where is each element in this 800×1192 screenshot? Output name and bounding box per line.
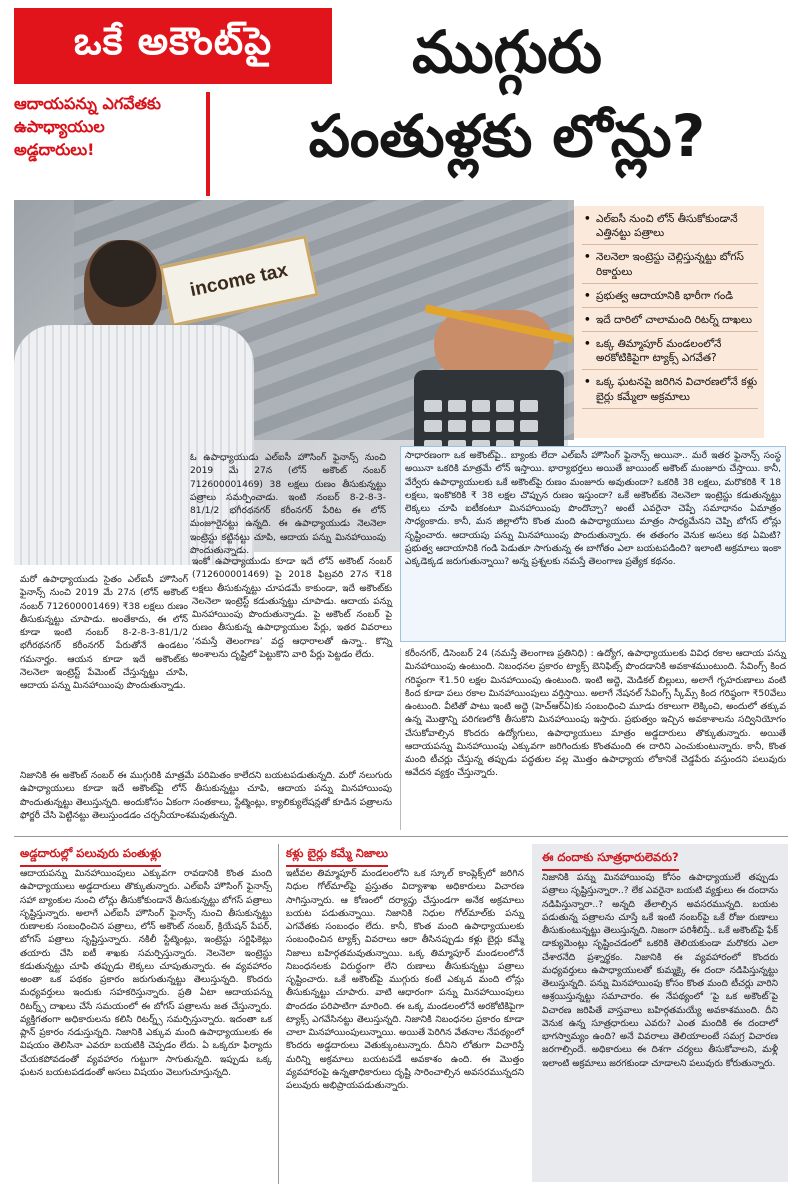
highlight-item: • ఇదే దారిలో చాలామంది రిటర్న్ దాఖలు: [582, 313, 758, 332]
column-heading: అడ్డదారుల్లో పలువురు పంతుళ్లు: [20, 846, 161, 867]
section-divider: [14, 836, 788, 837]
kicker-banner: ఒకే అకౌంట్‌పై: [14, 8, 332, 84]
headline-line: ముగ్గురు: [412, 18, 602, 86]
highlight-item: • ప్రభుత్వ ఆదాయానికి భారీగా గండి: [582, 289, 758, 308]
column-text: ఇటీవల తిమ్మాపూర్ మండలంలోని ఒక స్కూల్ కాంప్లెక్స్‌లో జరిగిన నిధుల గోల్‌మాల్‌పై ప్రస్తుతం విద్యాశాఖ అధికారులు విచారణ సాగిస్తున్నారు. ఆ కోణంలో దర్యాప్తు చేస్తుండగా అనేక అక్రమాలు బయట పడుతున్నాయి. నిజానికి నిధుల గోల్‌మాల్‌కు పన్ను ఎగవేతకు సంబంధం లేదు. కానీ, కొంత మంది ఉపాధ్యాయులకు సంబంధించిన ట్యాక్స్ వివరాలు ఆరా తీసినప్పుడు కళ్లు బైర్లు కమ్మే నిజాలు బహిర్గతమవుతున్నాయి. ఒక్క తిమ్మాపూర్ మండలంలోనే నిబంధనలకు విరుద్ధంగా లేని రుణాలు తీసుకున్నట్టు పత్రాలు సృష్టించారు. ఒకే అకౌంట్‌పై ముగ్గురు కంటే ఎక్కువ మంది లోన్లు తీసుకున్నట్టు చూపారు. వాటి ఆధారంగా పన్ను మినహాయింపులు పొందడం పరిపాటిగా మారింది. ఈ ఒక్క మండలంలోనే అరకోటికిపైగా ట్యాక్స్ ఎగవేసినట్టు తెలుస్తున్నది. నిజానికి నిబంధనల ప్రకారం కూడా చాలా మినహాయింపులున్నాయి. అయితే పెరిగిన వేతనాల నేపథ్యంలో కొందరు అడ్డదారులు వెతుక్కుంటున్నారు. దీనిని లోతుగా విచారిస్తే మరిన్ని అక్రమాలు బయటపడే అవకాశం ఉంది. ఈ మొత్తం వ్యవహారంపై ఉన్నతాధికారులు దృష్టి సారించాల్సిన అవసరమున్నదని పలువురు అభిప్రాయపడుతున్నారు.: [286, 869, 524, 1092]
highlight-item: • ఒక్క తిమ్మాపూర్ మండలంలోనే అరకోటికిపైగా ట్యాక్స్ ఎగవేత?: [582, 337, 758, 370]
income-tax-tag-text: income tax: [188, 259, 290, 302]
highlight-item: • నెలనెలా ఇంట్రెస్టు చెల్లిస్తున్నట్టు బోగస్ రికార్డులు: [582, 250, 758, 283]
caption-teacher-one: ఓ ఉపాధ్యాయుడు ఎల్ఐసీ హౌసింగ్ ఫైనాన్స్ నుంచి 2019 మే 27న (లోన్ అకౌంట్ నంబర్ 712600001469) 38 లక్షలు రుణం తీసుకున్నట్టు పత్రాలు సమర్పించాడు. ఇంటి నంబర్ 8-2-8-3-81/1/2 భగీరథనగర్ కరీంనగర్ పేరిట ఈ లోన్ మంజూరైనట్టు ఉన్నది. ఈ ఉపాధ్యాయుడు నెలనెలా ఇంట్రెస్టు కట్టినట్టు చూపి, ఆదాయ పన్ను మినహాయింపు పొందుతున్నాడు.: [190, 453, 386, 556]
highlight-item: • ఒక్క ఘటనపై జరిగిన విచారణలోనే కళ్లు బైర్లు కమ్మేలా అక్రమాలు: [582, 375, 758, 408]
subhead-line: ఉపాధ్యాయుల: [14, 117, 105, 137]
highlight-paragraph: సాధారణంగా ఒక అకౌంట్‌పై.. బ్యాంకు లేదా ఎల్ఐసీ హౌసింగ్ ఫైనాన్స్ అయినా.. మరే ఇతర ఫైనాన్స్ సంస్థ అయినా ఒకరికి మాత్రమే లోన్ ఇస్తాయి. భార్యాభర్తలు అయితే జాయింట్ అకౌంట్ మంజూరు చేస్తాయి. కానీ, వేర్వేరు ఉపాధ్యాయులకు ఒకే అకౌంట్‌పై రుణం మంజూరు అవుతుందా? ఒకరికి 38 లక్షలు, మరొకరికి ₹ 18 లక్షలు, ఇంకొకరికి ₹ 38 లక్షల చొప్పున రుణం ఇస్తుందా? ఒకే అకౌంట్‌కు నెలనెలా ఇంట్రెస్టు కడుతున్నట్టు లెక్కలు చూపి ఐటీకంటూ మినహాయింపు పొందొచ్చా? అంటే ఎవరైనా చెప్పే సమాధానం ఏమాత్రం సాధ్యంకాదు. కానీ, మన జిల్లాలోని కొంత మంది ఉపాధ్యాయులు మాత్రం సాధ్యమేనని చెప్పి బోగస్ లోన్లు సృష్టించారు. ఆదాయపు పన్ను మినహాయింపు పొందుతున్నారు. ఈ తతంగం వెనుక అసలు కథ ఏమిటి? ప్రభుత్వ ఆదాయానికి గండి పెడుతూ సాగుతున్న ఈ బాగోతం ఎలా బయటపడింది? ఇలాంటి అక్రమాలు ఇంకా ఎక్కడెక్కడ జరుగుతున్నాయి? అన్న ప్రశ్నలకు నమస్తే తెలంగాణ ప్రత్యేక కథనం.: [400, 446, 786, 642]
column-heading: ఈ దందాకు సూత్రధారులెవరు?: [542, 850, 679, 871]
sidebar-story: [532, 844, 788, 1182]
column-heading: కళ్లు బైర్లు కమ్మే నిజాలు: [286, 846, 388, 867]
subhead-line: అడ్డదారులు!: [14, 140, 95, 160]
caption-teacher-two: మరో ఉపాధ్యాయుడు సైతం ఎల్ఐసీ హౌసింగ్ ఫైనాన్స్ నుంచి 2019 మే 27న (లోన్ అకౌంట్ నంబర్ 712600001469) ₹38 లక్షలు రుణం తీసుకున్నట్టు చూపాడు. అంతేకాదు, ఈ లోన్ కూడా ఇంటి నంబర్ 8-2-8-3-81/1/2 భగీరథనగర్ కరీంనగర్ పేరుతోనే ఉండటం గమనార్హం. ఆయన కూడా ఇదే అకౌంట్‌కు నెలనెలా ఇంట్రెస్ట్ పేమెంట్ చేస్తున్నట్టు చూపి, ఆదాయ పన్ను మినహాయింపు పొందుతున్నాడు.: [20, 575, 188, 692]
column-text: నిజానికి పన్ను మినహాయింపు కోసం ఉపాధ్యాయులే తప్పుడు పత్రాలు సృష్టిస్తున్నారా..? లేక ఎవరైనా బయటి వ్యక్తులు ఈ దందాను నడిపిస్తున్నారా..? అన్నది తేలాల్సిన అవసరమున్నది. బయట పడుతున్న పత్రాలను చూస్తే ఒకే ఇంటి నంబర్‌పై ఒకే రోజు రుణాలు తీసుకుంటున్నట్టు తెలుస్తున్నది. నిజంగా పరిశీలిస్తే.. ఒకే అకౌంట్‌పై ఫేక్ డాక్యుమెంట్లు సృష్టించడంలో ఒకరికి తెలియకుండా మరొకరు ఎలా చేశారనేది ప్రశ్నార్థకం. నిజానికి ఈ వ్యవహారంలో కొందరు మధ్యవర్తులు ఉపాధ్యాయులతో కుమ్మక్కై ఈ దందా నడిపిస్తున్నట్టు తెలుస్తున్నది. పన్ను మినహాయింపు కోసం కొంత మంది టీచర్లు వారిని ఆశ్రయిస్తున్నట్టు సమాచారం. ఈ నేపథ్యంలో ‘పై ఒక అకౌంట్’పై విచారణ జరిపితే వాస్తవాలు బహిర్గతమయ్యే అవకాశముంది. దీని వెనుక ఉన్న సూత్రధారులు ఎవరు? ఎంత మందికి ఈ దందాలో భాగస్వామ్యం ఉంది? అనే వివరాలు తెలియాలంటే సమగ్ర విచారణ జరగాల్సిందే. అధికారులు ఈ దిశగా చర్యలు తీసుకోవాలని, మళ్లీ ఇలాంటి అక్రమాలు జరగకుండా చూడాలని పలువురు కోరుతున్నారు.: [542, 873, 779, 1069]
highlights-box: [574, 206, 764, 438]
column-text: ఆదాయపన్ను మినహాయింపులు ఎక్కువగా రావడానికి కొంత మంది ఉపాధ్యాయులు అడ్డదారులు తొక్కుతున్నారు. ఎల్ఐసీ హౌసింగ్ ఫైనాన్స్ సహా బ్యాంకుల నుంచి లోన్లు తీసుకోకుండానే తీసుకున్నట్టు బోగస్ పత్రాలు సృష్టిస్తున్నారు. అలాగే ఎల్ఐసీ హౌసింగ్ ఫైనాన్స్ నుంచి తీసుకున్నట్టు రుణాలకు సంబంధించిన పత్రాలు, లోన్ అకౌంట్ నంబర్, క్రియేషన్ పేపర్, బోగస్ పత్రాలు సృష్టిస్తున్నారు. నకిలీ స్టేట్మెంట్లు, ఇంట్రెస్టు సర్టిఫికెట్లు తయారు చేసి ఐటీ శాఖకు సమర్పిస్తున్నారు. నెలనెలా ఇంట్రెస్టు కడుతున్నట్టు చూపి తప్పుడు లెక్కలు చూపుతున్నారు. ఈ వ్యవహారం అంతా ఒక పథకం ప్రకారం జరుగుతున్నట్టు తెలుస్తున్నది. కొందరు మధ్యవర్తులు ఇందుకు సహకరిస్తున్నారు. ప్రతి ఏటా ఆదాయపన్ను రిటర్న్స్ దాఖలు చేసే సమయంలో ఈ బోగస్ పత్రాలను జత చేస్తున్నారు. వ్యక్తిగతంగా అధికారులను కలిసి రిటర్న్స్ సమర్పిస్తున్నారు. ఇదంతా ఒక ప్లాన్ ప్రకారం నడుస్తున్నది. నిజానికి ఎక్కువ మంది ఉపాధ్యాయులకు ఈ విషయం తెలిసినా ఎవరూ బయటికి చెప్పడం లేదు. ఏ ఒక్కరూ ఫిర్యాదు చేయకపోవడంతో వ్యవహారం గుట్టుగా సాగుతున్నది. ఇప్పుడు ఒక్క ఘటన బయటపడడంతో అసలు విషయం వెలుగుచూస్తున్నది.: [20, 869, 272, 1078]
subhead-line: ఆదాయపన్ను ఎగవేతకు: [14, 94, 161, 113]
dateline-paragraph: కరీంనగర్, డిసెంబర్ 24 (నమస్తే తెలంగాణ ప్రతినిధి) : ఉద్యోగ, ఉపాధ్యాయులకు వివిధ రకాల ఆదాయ పన్ను మినహాయింపు ఉంటుంది. నిబంధనల ప్రకారం ట్యాక్స్ బెనిఫిట్స్ పొందడానికి అవకాశముంటుంది. సేవింగ్స్ కింద గరిష్ఠంగా ₹1.50 లక్షల మినహాయింపు ఉంటుంది. ఇంటి అద్దె, మెడికల్ బిల్లులు, అలాగే గృహరుణాలు వంటి కింద కూడా పలు రకాల మినహాయింపులు వర్తిస్తాయి. అలాగే నేషనల్ సేవింగ్స్ స్కీమ్స్ కింద గరిష్ఠంగా ₹50వేలు ఉంటుంది. వీటితో పాటు ఇంటి అద్దె (హెచ్ఆర్ఏ)కు సంబంధించి మూడు రకాలుగా లెక్కించి, అందులో తక్కువ ఉన్న మొత్తాన్ని పరిగణలోకి తీసుకొని మినహాయింపు ఇస్తారు. ప్రభుత్వం ఇచ్చిన అవకాశాలను సద్వినియోగం చేసుకోవాల్సిన కొందరు ఉద్యోగులు, ఉపాధ్యాయులు మాత్రం అడ్డదారులు తొక్కుతున్నారు. అయితే ఆదాయపన్ను మినహాయింపు ఎక్కువగా జరిగిందుకు కొంతమంది ఈ దారిని ఎంచుకుంటున్నారు. కానీ, కొంత మంది టీచర్లు చేస్తున్న తప్పుడు పద్ధతుల వల్ల మొత్తం ఉపాధ్యాయ లోకానికే చెడ్డపేరు వస్తుందని పలువురు ఆవేదన వ్యక్తం చేస్తున్నారు.: [400, 648, 786, 830]
column-divider: [278, 844, 279, 1184]
summary-paragraph: నిజానికి ఈ అకౌంట్ నంబర్ ఈ ముగ్గురికి మాత్రమే పరిమితం కాలేదని బయటపడుతున్నది. మరో నలుగురు ఉపాధ్యాయులు కూడా ఇదే అకౌంట్‌పై లోన్ తీసుకున్నట్టు చూపి, ఆదాయ పన్ను మినహాయింపు పొందుతున్నట్టు తెలుస్తున్నది. అందుకోసం ఏకంగా సంతకాలు, స్టేట్మెంట్లు, క్యాలిక్యులేషన్లతో కూడిన పత్రాలను ఫోర్జరీ చేసి పెట్టినట్టు తెలుస్తుండడం చర్చనీయాంశమవుతున్నది.: [20, 771, 392, 821]
headline-line: పంతుళ్లకు లోన్లు?: [308, 102, 706, 171]
caption-teacher-three: ఇంకో ఉపాధ్యాయుడు కూడా ఇదే లోన్ అకౌంట్ నంబర్ (712600001469) పై 2018 ఫిబ్రవరి 27న ₹18 లక్షలు తీసుకున్నట్టు చూపడమే కాకుండా, ఇదే అకౌంట్‌కు నెలనెలా ఇంట్రెస్ట్ కడుతున్నట్టు చూపాడు. ఆదాయ పన్ను మినహాయింపు పొందుతున్నాడు. పై అకౌంట్ నంబర్ పై రుణం తీసుకున్న ఉపాధ్యాయుల పేర్లు, ఇతర వివరాలు ‘నమస్తే తెలంగాణ’ వద్ద ఆధారాలతో ఉన్నా.. కొన్ని అంశాలను దృష్టిలో పెట్టుకొని వారి పేర్లు పెట్టడం లేదు.: [192, 557, 392, 660]
headline: [222, 10, 792, 178]
highlight-item: • ఎల్ఐసీ నుంచి లోన్ తీసుకోకుండానే ఎత్తినట్టు పత్రాలు: [582, 212, 758, 245]
subhead: [14, 92, 210, 196]
man-head: [84, 240, 162, 336]
